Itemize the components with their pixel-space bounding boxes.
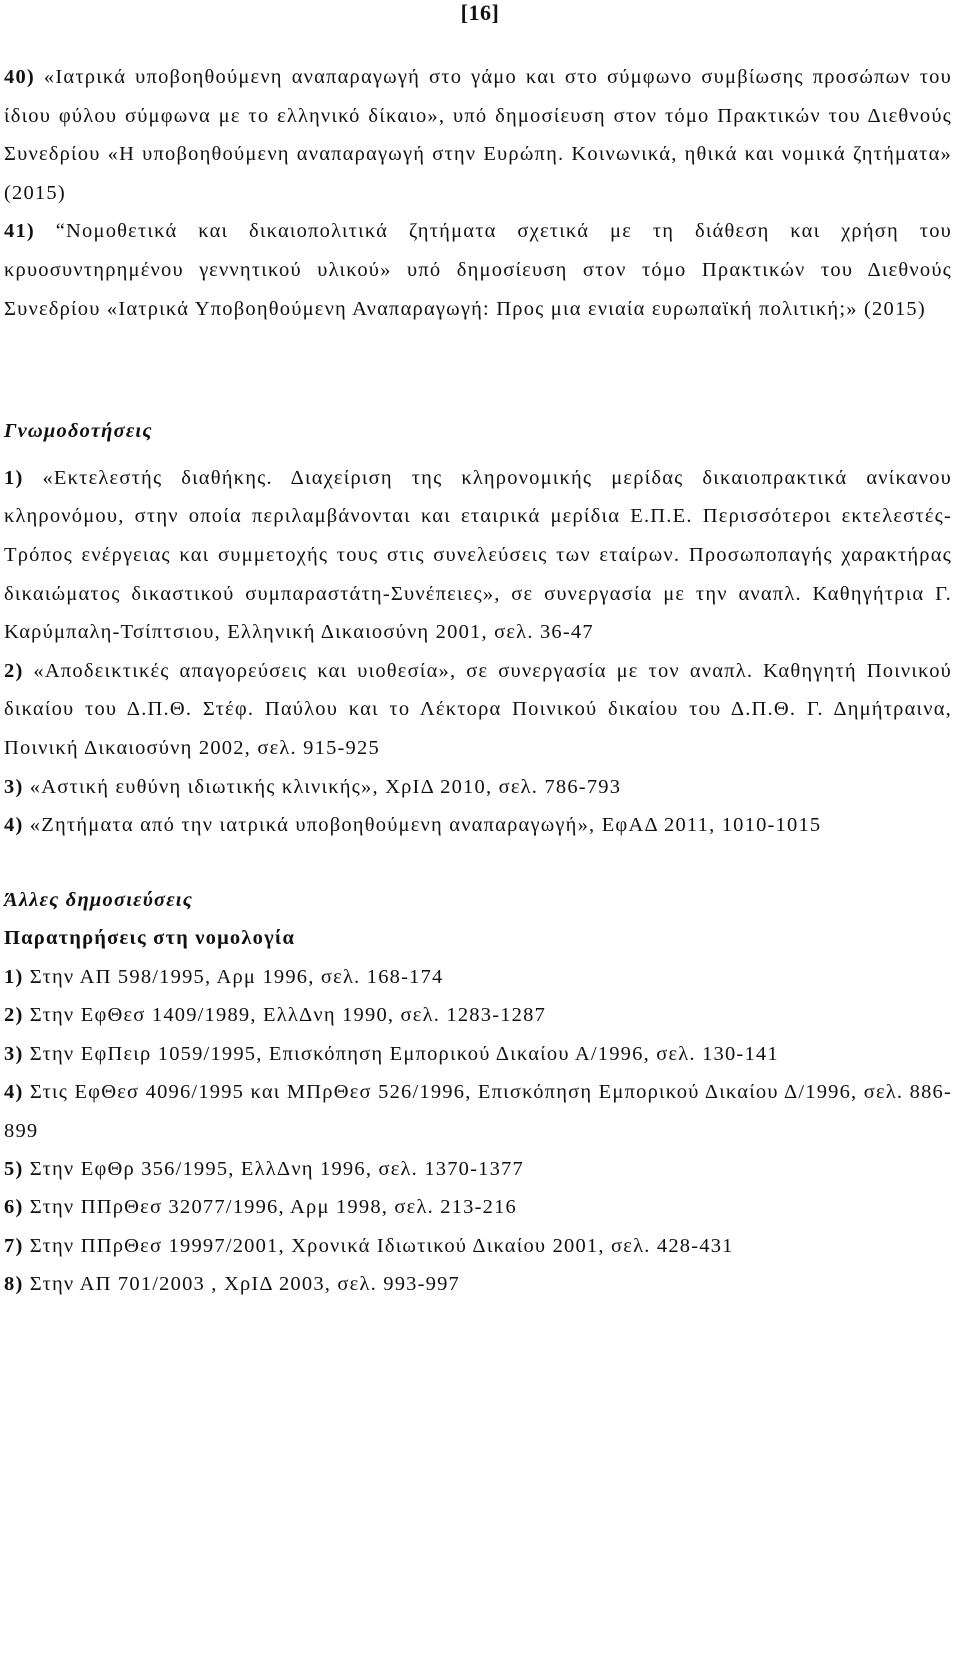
- case-note-8: [4, 1265, 952, 1303]
- entry-text: «Ιατρικά υποβοηθούμενη αναπαραγωγή στο γάμο και στο σύμφωνο συμβίωσης προσώπων του ίδιου φύλου σύμφωνα με το ελληνικό δίκαιο», υπό δημοσίευση στον τόμο Πρακτικών του Διεθνούς Συνεδρίου «Η υποβοηθούμενη αναπαραγωγή στην Ευρώπη. Κοινωνικά, ηθικά και νομικά ζητήματα» (2015): [4, 66, 952, 204]
- entry-text: Στην ΕφΠειρ 1059/1995, Επισκόπηση Εμπορικού Δικαίου Α/1996, σελ. 130-141: [23, 1042, 779, 1065]
- entry-number: 3): [4, 775, 24, 798]
- entry-text: Στην ΑΠ 598/1995, Αρμ 1996, σελ. 168-174: [23, 965, 444, 988]
- case-note-3: [4, 1035, 952, 1073]
- entry-text: Στην ΠΠρΘεσ 32077/1996, Αρμ 1998, σελ. 213-216: [23, 1196, 517, 1219]
- entry-number: 1): [4, 466, 24, 489]
- opinion-entry-3: [4, 768, 952, 807]
- entry-number: 3): [4, 1042, 24, 1065]
- publication-entry-40: [4, 58, 952, 212]
- publication-entry-41: [4, 212, 952, 328]
- entry-text: Στην ΕφΘρ 356/1995, ΕλλΔνη 1996, σελ. 1370-1377: [23, 1157, 524, 1180]
- case-note-7: [4, 1227, 952, 1265]
- case-note-5: [4, 1150, 952, 1188]
- entry-number: 8): [4, 1273, 24, 1296]
- entry-text: “Νομοθετικά και δικαιοπολιτικά ζητήματα σχετικά με τη διάθεση και χρήση του κρυοσυντηρημένου γεννητικού υλικού» υπό δημοσίευση στον τόμο Πρακτικών του Διεθνούς Συνεδρίου «Ιατρικά Υποβοηθούμενη Αναπαραγωγή: Προς μια ενιαία ευρωπαϊκή πολιτική;» (2015): [4, 220, 952, 320]
- entry-number: 1): [4, 965, 24, 988]
- entry-number: 7): [4, 1234, 24, 1257]
- entry-number: 4): [4, 814, 24, 837]
- section-heading-opinions: Γνωμοδοτήσεις: [4, 420, 153, 443]
- document-body: [4, 58, 952, 1304]
- entry-text: Στην ΠΠρΘεσ 19997/2001, Χρονικά Ιδιωτικού Δικαίου 2001, σελ. 428-431: [23, 1234, 734, 1257]
- entry-text: «Αστική ευθύνη ιδιωτικής κλινικής», ΧρΙΔ 2010, σελ. 786-793: [23, 775, 622, 798]
- section-heading-other-publications: Άλλες δημοσιεύσεις: [4, 888, 194, 911]
- entry-number: 40): [4, 66, 35, 88]
- entry-number: 5): [4, 1157, 24, 1180]
- subsection-heading-case-notes: Παρατηρήσεις στη νομολογία: [4, 927, 296, 950]
- entry-number: 2): [4, 1004, 24, 1027]
- case-note-2: [4, 996, 952, 1034]
- entry-number: 2): [4, 659, 24, 682]
- case-note-1: [4, 958, 952, 996]
- opinion-entry-1: [4, 459, 952, 652]
- entry-text: Στην ΕφΘεσ 1409/1989, ΕλλΔνη 1990, σελ. 1283-1287: [23, 1004, 547, 1027]
- entry-text: «Αποδεικτικές απαγορεύσεις και υιοθεσία», σε συνεργασία με τον αναπλ. Καθηγητή Ποινικού δικαίου του Δ.Π.Θ. Στέφ. Παύλου και το Λέκτορα Ποινικού δικαίου του Δ.Π.Θ. Γ. Δημήτραινα, Ποινική Δικαιοσύνη 2002, σελ. 915-925: [4, 659, 952, 759]
- entry-number: 4): [4, 1081, 24, 1104]
- entry-text: «Εκτελεστής διαθήκης. Διαχείριση της κληρονομικής μερίδας δικαιοπρακτικά ανίκανου κληρονόμου, στην οποία περιλαμβάνονται και εταιρικά μερίδια Ε.Π.Ε. Περισσότεροι εκτελεστές-Τρόπος ενέργειας και συμμετοχής τους στις συνελεύσεις των εταίρων. Προσωποπαγής χαρακτήρας δικαιώματος δικαστικού συμπαραστάτη-Συνέπειες», σε συνεργασία με την αναπλ. Καθηγήτρια Γ. Καρύμπαλη-Τσίπτσιου, Ελληνική Δικαιοσύνη 2001, σελ. 36-47: [4, 466, 952, 644]
- entry-number: 41): [4, 220, 35, 243]
- case-note-6: [4, 1188, 952, 1226]
- opinion-entry-2: [4, 652, 952, 768]
- spacer: [4, 845, 952, 881]
- entry-text: «Ζητήματα από την ιατρικά υποβοηθούμενη αναπαραγωγή», ΕφΑΔ 2011, 1010-1015: [23, 814, 822, 837]
- page-number: [16]: [460, 0, 500, 25]
- spacer: [4, 328, 952, 412]
- case-note-4: [4, 1073, 952, 1150]
- entry-text: Στις ΕφΘεσ 4096/1995 και ΜΠρΘεσ 526/1996, Επισκόπηση Εμπορικού Δικαίου Δ/1996, σελ. 886-899: [4, 1081, 952, 1142]
- entry-text: Στην ΑΠ 701/2003 , ΧρΙΔ 2003, σελ. 993-997: [23, 1273, 461, 1296]
- entry-number: 6): [4, 1196, 24, 1219]
- spacer: [4, 451, 952, 459]
- opinion-entry-4: [4, 806, 952, 845]
